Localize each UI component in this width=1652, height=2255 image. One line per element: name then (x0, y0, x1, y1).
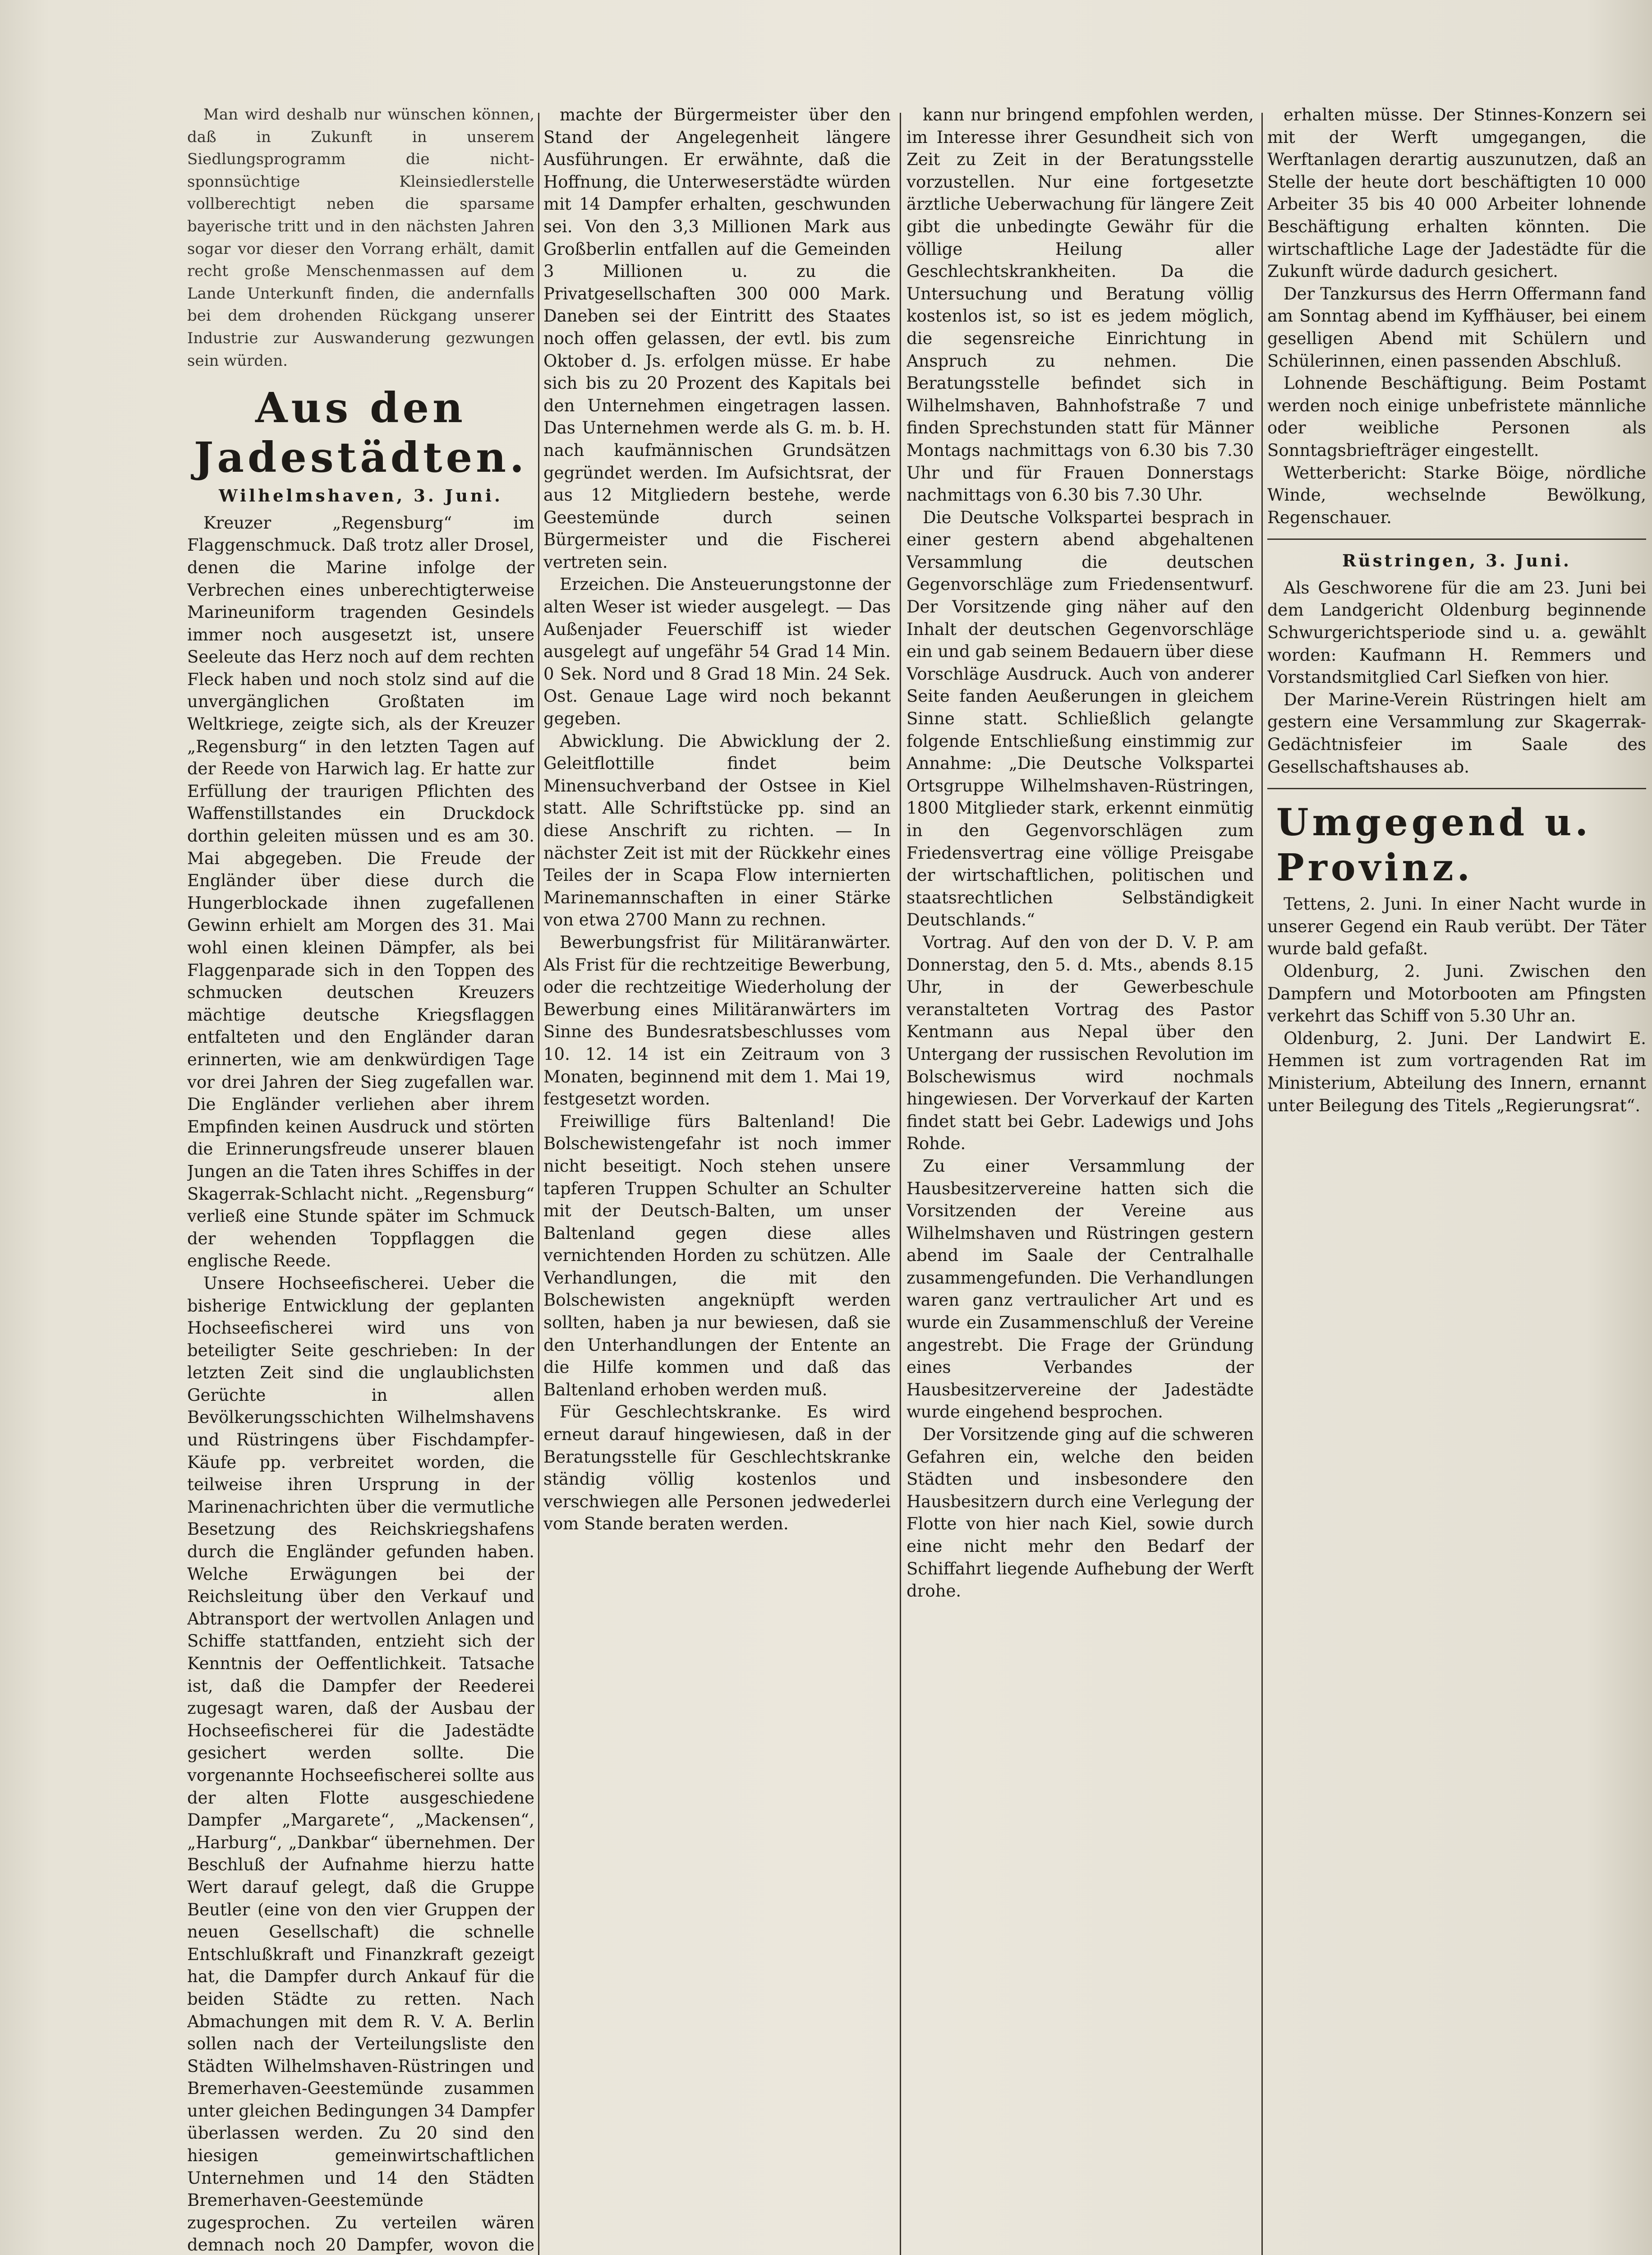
section-divider (1267, 788, 1646, 789)
dateline: Wilhelmshaven, 3. Juni. (219, 486, 503, 506)
article-paragraph: Der Tanzkursus des Herrn Offermann fand am Sonntag abend im Kyffhäuser, bei einem geselligen Abend mit Schülern und Schülerinnen, einen passenden Abschluß. (1267, 284, 1646, 371)
article-paragraph: Für Geschlechtskranke. Es wird erneut darauf hingewiesen, daß in der Beratungsstelle für Geschlechtskranke ständig völlig kostenlos und verschwiegen alle Personen jedwederlei vom Stande beraten werden. (543, 1402, 891, 1534)
column-4 (1267, 104, 1646, 2255)
article-paragraph: Lohnende Beschäftigung. Beim Postamt werden noch einige unbefristete männliche oder weibliche Personen als Sonntagsbriefträger eingestellt. (1267, 373, 1646, 460)
article-paragraph: Oldenburg, 2. Juni. Der Landwirt E. Hemmen ist zum vortragenden Rat im Ministerium, Abteilung des Innern, ernannt unter Beilegung des Titels „Regierungsrat“. (1267, 1028, 1646, 1115)
article-paragraph: Erzeichen. Die Ansteuerungstonne der alten Weser ist wieder ausgelegt. — Das Außenjader Feuerschiff ist wieder ausgelegt auf ungefähr 54 Grad 14 Min. 0 Sek. Nord und 8 Grad 18 Min. 24 Sek. Ost. Genaue Lage wird noch bekannt gegeben. (543, 575, 891, 729)
section-heading: Umgegend u. Provinz. (1276, 801, 1592, 890)
article-paragraph: machte der Bürgermeister über den Stand der Angelegenheit längere Ausführungen. Er erwähnte, daß die Hoffnung, die Unterweserstädte würden mit 14 Dampfer erhalten, geschwunden sei. Von den 3,3 Millionen Mark aus Großberlin entfallen auf die Gemeinden 3 Millionen u. zu die Privatgesellschaften 300 000 Mark. Daneben sei der Eintritt des Staates noch offen gelassen, der evtl. bis zum Oktober d. Js. erfolgen müsse. Er habe sich bis zu 20 Prozent des Kapitals bei den Unternehmen eingetragen lassen. Das Unternehmen werde als G. m. b. H. nach kaufmännischen Grundsätzen gegründet werden. Im Aufsichtsrat, der aus 12 Mitgliedern bestehe, werde Geestemünde durch seinen Bürgermeister und die Fischerei vertreten sein. (543, 105, 891, 572)
article-paragraph: kann nur bringend empfohlen werden, im Interesse ihrer Gesundheit sich von Zeit zu Zeit in der Beratungsstelle vorzustellen. Nur eine fortgesetzte ärztliche Ueberwachung für längere Zeit gibt die unbedingte Gewähr für die völlige Heilung aller Geschlechtskrankheiten. Da die Untersuchung und Beratung völlig kostenlos ist, so ist es jedem möglich, die segensreiche Einrichtung in Anspruch zu nehmen. Die Beratungsstelle befindet sich in Wilhelmshaven, Bahnhofstraße 7 und finden Sprechstunden statt für Männer Montags nachmittags von 6.30 bis 7.30 Uhr und für Frauen Donnerstags nachmittags von 6.30 bis 7.30 Uhr. (907, 105, 1254, 505)
article-paragraph: Oldenburg, 2. Juni. Zwischen den Dampfern und Motorbooten am Pfingsten verkehrt das Schiff von 5.30 Uhr an. (1267, 962, 1646, 1026)
article-paragraph: Unsere Hochseefischerei. Ueber die bisherige Entwicklung der geplanten Hochseefischerei wird uns von beteiligter Seite geschrieben: In der letzten Zeit sind die unglaublichsten Gerüchte in allen Bevölkerungsschichten Wilhelmshavens und Rüstringens über Fischdampfer-Käufe pp. verbreitet worden, die teilweise ihren Ursprung in der Marinenachrichten über die vermutliche Besetzung des Reichskriegshafens durch die Engländer gefunden haben. Welche Erwägungen bei der Reichsleitung über den Verkauf und Abtransport der wertvollen Anlagen und Schiffe stattfanden, entzieht sich der Kenntnis der Oeffentlichkeit. Tatsache ist, daß die Dampfer der Reederei zugesagt waren, daß der Ausbau der Hochseefischerei für die Jadestädte gesichert werden sollte. Die vorgenannte Hochseefischerei sollte aus der alten Flotte ausgeschiedene Dampfer „Margarete“, „Mackensen“, „Harburg“, „Dankbar“ übernehmen. Der Beschluß der Aufnahme hierzu hatte Wert darauf gelegt, daß die Gruppe Beutler (eine von den vier Gruppen der neuen Gesellschaft) die schnelle Entschlußkraft und Finanzkraft gezeigt hat, die Dampfer durch Ankauf für die beiden Städte zu retten. Nach Abmachungen mit dem R. V. A. Berlin sollen nach der Verteilungsliste den Städten Wilhelmshaven-Rüstringen und Bremerhaven-Geestemünde zusammen unter gleichen Bedingungen 34 Dampfer überlassen werden. Zu 20 sind den hiesigen gemeinwirtschaftlichen Unternehmen und 14 den Städten Bremerhaven-Geestemünde zugesprochen. Zu verteilen wären demnach noch 20 Dampfer, wovon die (187, 1273, 534, 2255)
article-paragraph: Kreuzer „Regensburg“ im Flaggenschmuck. Daß trotz aller Drosel, denen die Marine infolge der Verbrechen eines unberechtigterweise Marineuniform tragenden Gesindels immer noch ausgesetzt ist, unsere Seeleute das Herz noch auf dem rechten Fleck haben und noch stolz sind auf die unvergänglichen Großtaten im Weltkriege, zeigte sich, als der Kreuzer „Regensburg“ in den letzten Tagen auf der Reede von Harwich lag. Er hatte zur Erfüllung der traurigen Pflichten des Waffenstillstandes ein Druckdock dorthin geleiten müssen und es am 30. Mai abgegeben. Die Freude der Engländer über diese durch die Hungerblockade ihnen zugefallenen Gewinn erhielt am Morgen des 31. Mai wohl einen kleinen Dämpfer, als bei Flaggenparade sich in den Toppen des schmucken deutschen Kreuzers mächtige deutsche Kriegsflaggen entfalteten und den Engländer daran erinnerten, wie am denkwürdigen Tage vor drei Jahren der Sieg zugefallen war. Die Engländer verliehen aber ihrem Empfinden keinen Ausdruck und störten die Erinnerungsfreude unserer blauen Jungen an die Taten ihres Schiffes in der Skagerrak-Schlacht nicht. „Regensburg“ verließ eine Stunde später im Schmuck der wehenden Toppflaggen die englische Reede. (187, 513, 534, 1271)
column-2 (543, 104, 891, 2255)
section-heading: Aus den Jadestädten. (193, 383, 528, 482)
article-paragraph: Der Vorsitzende ging auf die schweren Gefahren ein, welche den beiden Städten und insbesondere den Hausbesitzern durch eine Verlegung der Flotte von hier nach Kiel, sowie durch eine nicht mehr den Bedarf der Schiffahrt liegende Aufhebung der Werft drohe. (907, 1425, 1254, 1601)
section-divider (1267, 538, 1646, 540)
column-rule (1261, 113, 1263, 2255)
sub-heading: Rüstringen, 3. Juni. (1342, 551, 1571, 571)
article-paragraph: Als Geschworene für die am 23. Juni bei dem Landgericht Oldenburg beginnende Schwurgerichtsperiode sind u. a. gewählt worden: Kaufmann H. Remmers und Vorstandsmitglied Carl Siefken von hier. (1267, 578, 1646, 687)
article-paragraph: Zu einer Versammlung der Hausbesitzervereine hatten sich die Vorsitzenden der Vereine aus Wilhelmshaven und Rüstringen gestern abend im Saale der Centralhalle zusammengefunden. Die Verhandlungen waren ganz vertraulicher Art und es wurde ein Zusammenschluß der Vereine angestrebt. Die Frage der Gründung eines Verbandes der Hausbesitzervereine der Jadestädte wurde eingehend besprochen. (907, 1156, 1254, 1422)
column-1 (187, 104, 534, 2255)
article-paragraph: erhalten müsse. Der Stinnes-Konzern sei mit der Werft umgegangen, die Werftanlagen derartig auszunutzen, daß an Stelle der heute dort beschäftigten 10 000 Arbeiter 35 bis 40 000 Arbeiter lohnende Beschäftigung erhalten könnten. Die wirtschaftliche Lage der Jadestädte für die Zukunft würde dadurch gesichert. (1267, 105, 1646, 281)
column-rule (538, 113, 539, 2255)
column-3 (907, 104, 1254, 2255)
article-paragraph: Bewerbungsfrist für Militäranwärter. Als Frist für die rechtzeitige Bewerbung, oder die rechtzeitige Wiederholung der Bewerbung eines Militäranwärters im Sinne des Bundesratsbeschlusses vom 10. 12. 14 ist ein Zeitraum von 3 Monaten, beginnend mit dem 1. Mai 19, festgesetzt worden. (543, 932, 891, 1109)
article-paragraph: Vortrag. Auf den von der D. V. P. am Donnerstag, den 5. d. Mts., abends 8.15 Uhr, in der Gewerbeschule veranstalteten Vortrag des Pastor Kentmann aus Nepal über den Untergang der russischen Revolution im Bolschewismus wird nochmals hingewiesen. Der Vorverkauf der Karten findet statt bei Gebr. Ladewigs und Johs Rohde. (907, 932, 1254, 1154)
article-paragraph: Der Marine-Verein Rüstringen hielt am gestern eine Versammlung zur Skagerrak-Gedächtnisfeier im Saale des Gesellschaftshauses ab. (1267, 690, 1646, 777)
article-paragraph: Wetterbericht: Starke Böige, nördliche Winde, wechselnde Bewölkung, Regenschauer. (1267, 463, 1646, 527)
article-paragraph: Man wird deshalb nur wünschen können, daß in Zukunft in unserem Siedlungsprogramm die nicht-sponnsüchtige Kleinsiedlerstelle vollberechtigt neben die sparsame bayerische tritt und in den nächsten Jahren sogar vor dieser den Vorrang erhält, damit recht große Menschenmassen auf dem Lande Unterkunft finden, die andernfalls bei dem drohenden Rückgang unserer Industrie zur Auswanderung gezwungen sein würden. (187, 106, 534, 370)
article-paragraph: Freiwillige fürs Baltenland! Die Bolschewistengefahr ist noch immer nicht beseitigt. Noch stehen unsere tapferen Truppen Schulter an Schulter mit der Deutsch-Balten, um unser Baltenland gegen diese alles vernichtenden Horden zu schützen. Alle Verhandlungen, die mit den Bolschewisten angeknüpft werden sollten, haben ja nur bewiesen, daß sie den Unterhandlungen der Entente an die Hilfe kommen und daß das Baltenland erhoben werden muß. (543, 1111, 891, 1399)
article-paragraph: Abwicklung. Die Abwicklung der 2. Geleitflottille findet beim Minensuchverband der Ostsee in Kiel statt. Alle Schriftstücke pp. sind an diese Anschrift zu richten. — In nächster Zeit ist mit der Rückkehr eines Teiles der in Scapa Flow internierten Marinemannschaften in einer Stärke von etwa 2700 Mann zu rechnen. (543, 731, 891, 930)
article-paragraph: Tettens, 2. Juni. In einer Nacht wurde in unserer Gegend ein Raub verübt. Der Täter wurde bald gefaßt. (1267, 894, 1646, 959)
article-paragraph: Die Deutsche Volkspartei besprach in einer gestern abend abgehaltenen Versammlung die deutschen Gegenvorschläge zum Friedensentwurf. Der Vorsitzende ging näher auf den Inhalt der deutschen Gegenvorschläge ein und gab seinem Bedauern über diese Vorschläge Ausdruck. Auch von anderer Seite fanden Aeußerungen in gleichem Sinne statt. Schließlich gelangte folgende Entschließung einstimmig zur Annahme: „Die Deutsche Volkspartei Ortsgruppe Wilhelmshaven-Rüstringen, 1800 Mitglieder stark, erkennt einmütig in den Gegenvorschlägen zum Friedensvertrag eine völlige Preisgabe der wirtschaftlichen, politischen und staatsrechtlichen Selbständigkeit Deutschlands.“ (907, 507, 1254, 930)
column-rule (900, 113, 901, 2255)
